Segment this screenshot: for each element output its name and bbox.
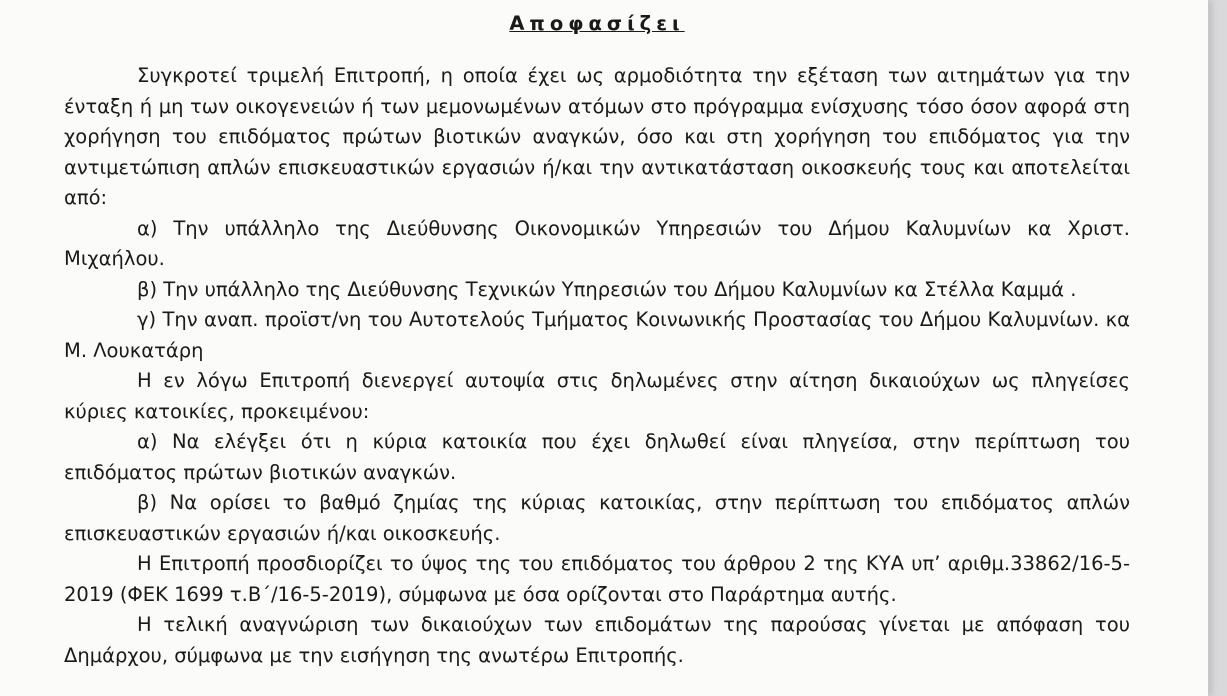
paragraph-committee: Συγκροτεί τριμελή Επιτροπή, η οποία έχει ως αρμοδιότητα την εξέταση των αιτημάτων για την ένταξη ή μη των οικογενειών ή των μεμονωμένων ατόμων στο πρόγραμμα ενίσχυσης τόσο όσον αφορά στη χορήγηση του επιδόματος πρώτων βιοτικών αναγκών, όσο και στη χορήγηση του επιδόματος για την αντιμετώπιση απλών επισκευαστικών εργασιών ή/και την αντικατάσταση οικοσκευής τους και αποτελείται από: bbox=[64, 64, 1130, 209]
paragraph-member-c: γ) Την αναπ. προϊστ/νη του Αυτοτελούς Τμήματος Κοινωνικής Προστασίας του Δήμου Καλυμνίων. κα Μ. Λουκατάρη bbox=[64, 308, 1130, 362]
paragraph-member-b: β) Την υπάλληλο της Διεύθυνσης Τεχνικών Υπηρεσιών του Δήμου Καλυμνίων κα Στέλλα Καμμά . bbox=[137, 277, 1077, 301]
decision-heading-text: Αποφασίζει bbox=[509, 12, 685, 35]
document-body bbox=[64, 0, 1130, 671]
decision-heading bbox=[64, 6, 1130, 42]
paragraph-recognition: Η τελική αναγνώριση των δικαιούχων των επιδομάτων της παρούσας γίνεται με απόφαση του Δημάρχου, σύμφωνα με την εισήγηση της ανωτέρω Επιτροπής. bbox=[64, 613, 1130, 667]
paragraph-inspection: Η εν λόγω Επιτροπή διενεργεί αυτοψία στις δηλωμένες στην αίτηση δικαιούχων ως πληγείσες κύριες κατοικίες, προκειμένου: bbox=[64, 369, 1130, 423]
paragraph-amount: Η Επιτροπή προσδιορίζει το ύψος της του επιδόματος του άρθρου 2 της ΚΥΑ υπ’ αριθμ.33862/16-5-2019 (ΦΕΚ 1699 τ.Β΄/16-5-2019), σύμφωνα με όσα ορίζονται στο Παράρτημα αυτής. bbox=[64, 552, 1130, 606]
paragraph-inspection-a: α) Να ελέγξει ότι η κύρια κατοικία που έχει δηλωθεί είναι πληγείσα, στην περίπτωση του επιδόματος πρώτων βιοτικών αναγκών. bbox=[64, 430, 1130, 484]
paragraph-inspection-b: β) Να ορίσει το βαθμό ζημίας της κύριας κατοικίας, στην περίπτωση του επιδόματος απλών επισκευαστικών εργασιών ή/και οικοσκευής. bbox=[64, 491, 1130, 545]
paragraph-member-a: α) Την υπάλληλο της Διεύθυνσης Οικονομικών Υπηρεσιών του Δήμου Καλυμνίων κα Χριστ. Μιχαήλου. bbox=[64, 216, 1130, 270]
